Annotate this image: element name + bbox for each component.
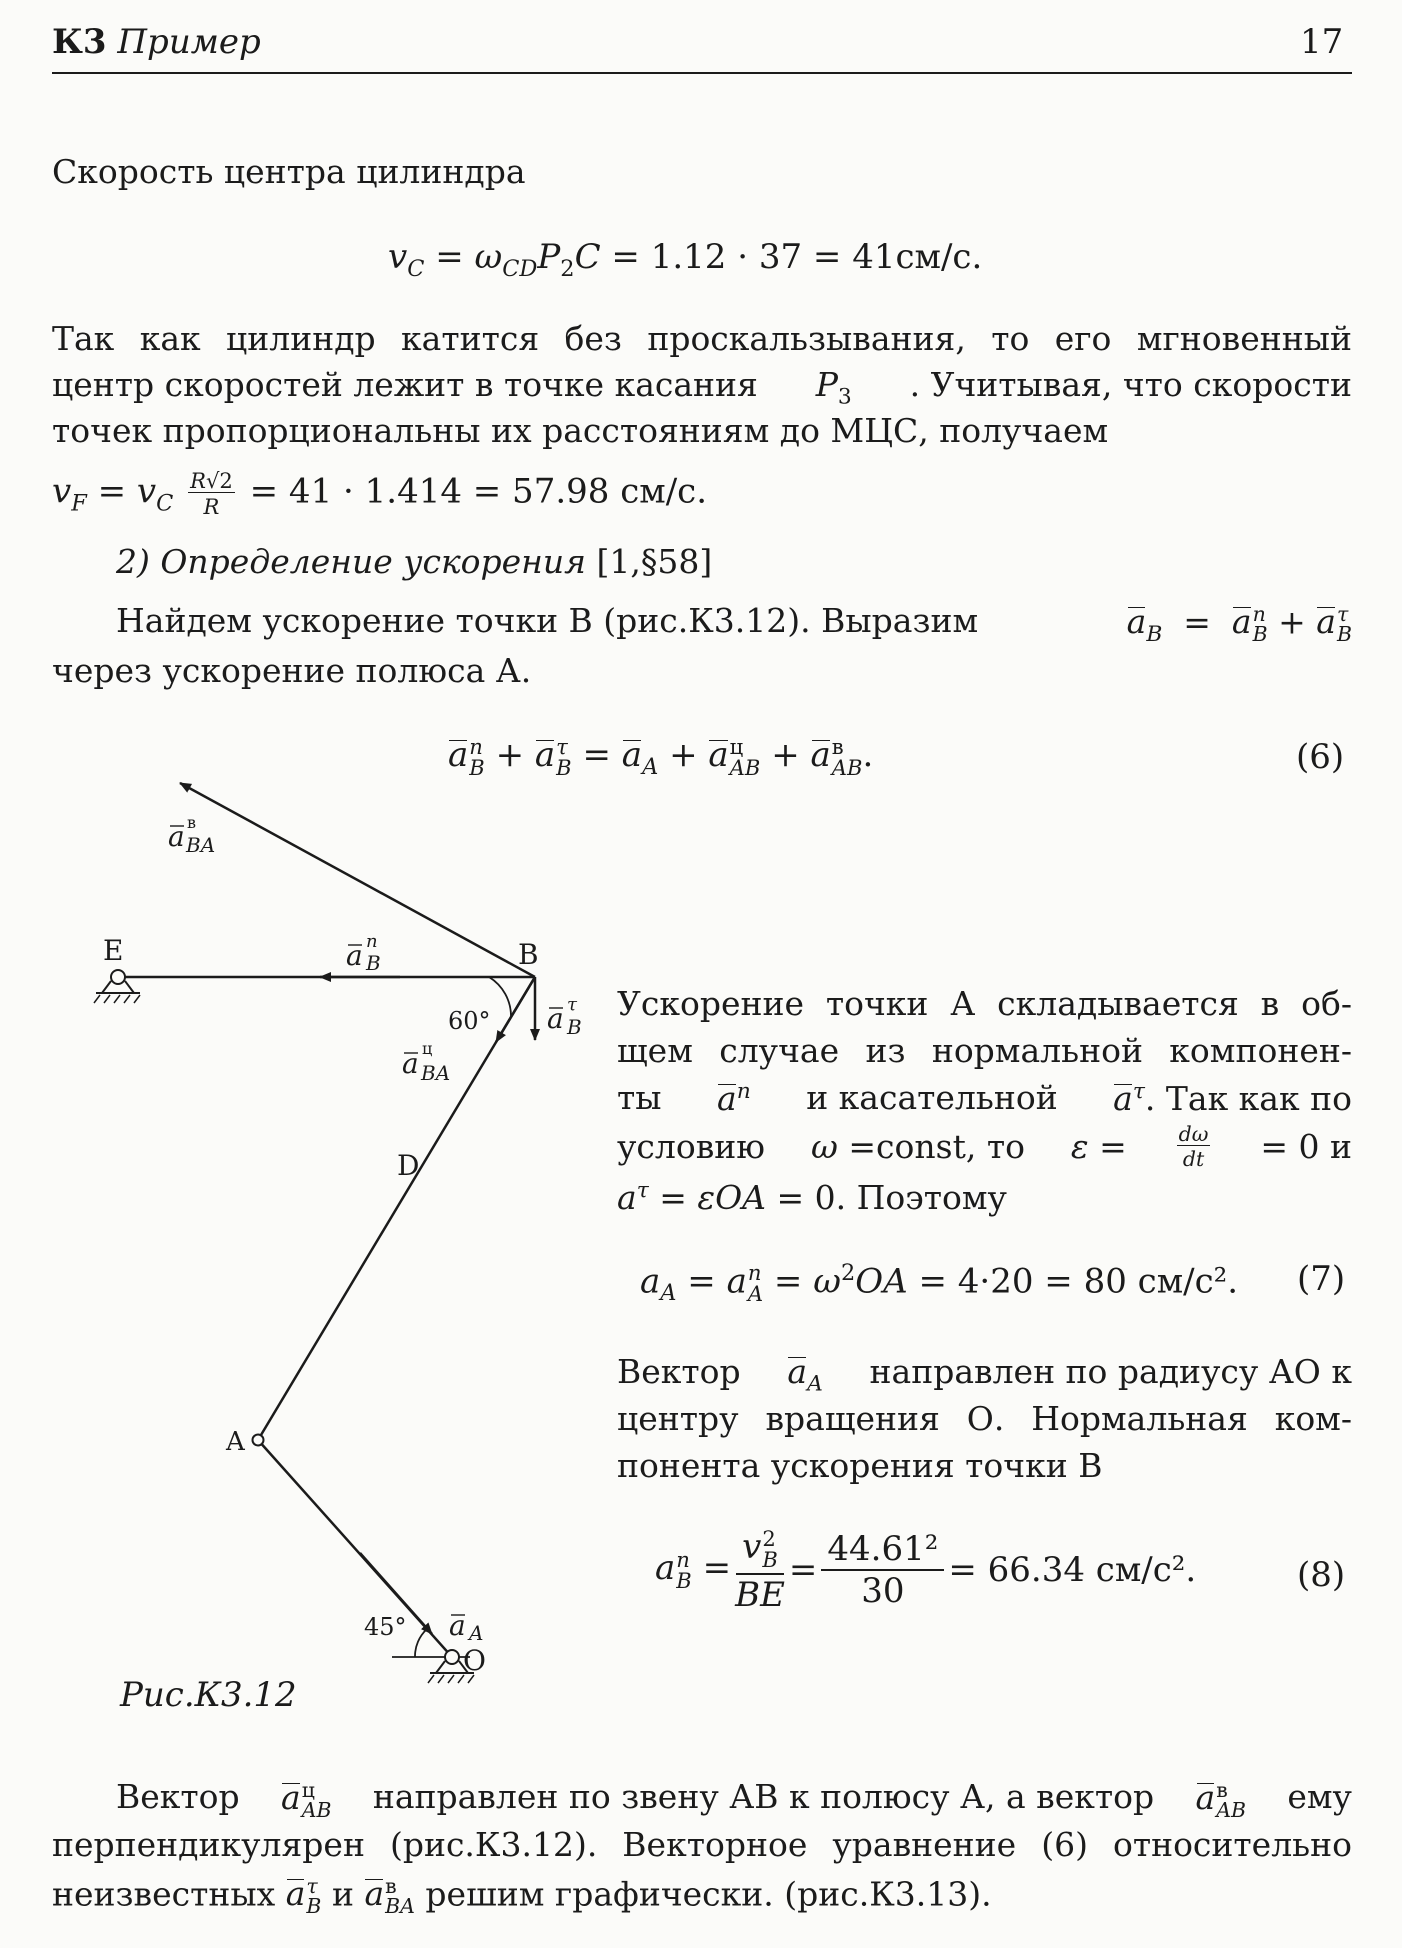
svg-text:a: a	[402, 1047, 419, 1080]
paragraph-roll-line-2b: . Учитывая, что скорости	[909, 365, 1352, 404]
symbol-a-b-tau: a τ B	[285, 1874, 322, 1919]
label-b: B	[518, 938, 539, 971]
equation-vc-tail: = 1.12 · 37 = 41см/с.	[611, 237, 983, 277]
section-heading-acceleration	[116, 542, 713, 581]
paragraph-roll-line-1: Так как цилиндр катится без проскальзывания, то его мгновенный	[52, 319, 1352, 358]
label-a: A	[226, 1427, 245, 1457]
header-rule	[52, 72, 1352, 74]
equation-8-tail: = 66.34 см/с².	[948, 1550, 1197, 1591]
symbol-a-n: $a^n$	[717, 1079, 751, 1118]
paragraph-accel-a-line-4	[617, 1124, 1352, 1170]
label-vector-a-b-n	[346, 931, 381, 975]
symbol-a-ab-v: a в AB	[1195, 1778, 1246, 1823]
paragraph-accel-a-line-3	[617, 1078, 1352, 1118]
paragraph-vector-ab-line-3a: неизвестных	[52, 1874, 276, 1914]
equation-vf: $v_F = v_C$ $\frac{R√2}{R}$ = 41 · 1.414 = 57.98 см/с.	[52, 468, 707, 520]
svg-text:a: a	[547, 1002, 564, 1035]
paragraph-accel-a-line-5: $a^\tau = \varepsilon OA = 0$. Поэтому	[617, 1178, 1007, 1217]
equation-6: a n B + a τ B = $a_A + a$ ц AB + a в AB .	[448, 734, 874, 781]
support-e-hatch	[94, 995, 140, 1003]
paragraph-accel-a-line-3b: и касательной	[806, 1078, 1058, 1117]
svg-text:a: a	[168, 820, 185, 853]
paragraph-vector-ab-line-2: перпендикулярен (рис.К3.12). Векторное уравнение (6) относительно	[52, 1825, 1352, 1864]
label-vector-a-b-tau	[547, 994, 582, 1039]
equation-7: $a_A = a$ n A = $\omega^2OA = 4\cdot 20 = 80$ см/с².	[640, 1260, 1239, 1307]
paragraph-accel-b-line-1a: Найдем ускорение точки В (рис.К3.12). Выразим	[116, 601, 979, 640]
figure-k3-12	[0, 740, 620, 1740]
equation-6-number: (6)	[1296, 737, 1345, 777]
page-number: 17	[1300, 22, 1344, 62]
paragraph-vector-aa-line-1a: Вектор	[617, 1352, 741, 1391]
paragraph-vector-ab-line-3b: и	[331, 1874, 354, 1914]
fraction-numeric: $\frac{\text{44.61²}}{30}$	[821, 1532, 944, 1608]
label-vector-a-ba-ts	[402, 1039, 450, 1085]
figure-caption: Рис.К3.12	[120, 1675, 297, 1715]
svg-text:ц: ц	[422, 1039, 433, 1058]
running-header	[52, 22, 261, 62]
svg-text:BA: BA	[186, 833, 216, 857]
paragraph-vector-ab-line-1	[116, 1777, 1352, 1823]
paragraph-cylinder-speed: Скорость центра цилиндра	[52, 152, 526, 191]
paragraph-vector-ab-line-1c: ему	[1287, 1777, 1352, 1816]
fraction-domega-dt: $\frac{d\omega}{dt}$	[1178, 1122, 1209, 1172]
label-d: D	[397, 1149, 420, 1182]
paragraph-roll-line-2a: центр скоростей лежит в точке касания	[52, 365, 758, 404]
svg-text:τ: τ	[567, 994, 577, 1015]
paragraph-vector-aa-line-1b: направлен по радиусу АО к	[869, 1352, 1352, 1391]
symbol-a-ba-v: a в BA	[364, 1874, 415, 1919]
svg-text:BA: BA	[421, 1061, 451, 1085]
paragraph-vector-aa-line-1	[617, 1352, 1352, 1397]
symbol-a-tau: $a^\tau$. Так как по	[1113, 1079, 1352, 1118]
svg-text:n: n	[366, 931, 378, 952]
paragraph-accel-a-line-2: щем случае из нормальной компонен-	[617, 1031, 1352, 1070]
joint-a	[253, 1435, 264, 1446]
equation-8: a n B = v 2 B BE = $\frac{\text{44.61²}}{30}$ = 66.34 см/с².	[655, 1526, 1197, 1616]
paragraph-accel-a-line-1: Ускорение точки А складывается в об-	[617, 984, 1352, 1023]
equation-7-number: (7)	[1297, 1259, 1346, 1299]
equation-7-tail: = 4·20 = 80 см/с².	[918, 1261, 1239, 1302]
joint-o	[445, 1650, 459, 1664]
paragraph-vector-ab-line-1a: Вектор	[116, 1777, 240, 1816]
equation-vc: $v_C = \omega_{CD}P_2C = 1.12 \cdot 37 = 41см/с$.	[388, 237, 983, 282]
paragraph-accel-a-line-4c: = 0 и	[1260, 1127, 1352, 1167]
equation-ab-decomp: $a_B = a$ n B + a τ B	[1126, 602, 1352, 648]
paragraph-vector-aa-line-3: понента ускорения точки В	[617, 1446, 1103, 1485]
equation-vf-tail: = 41 · 1.414 = 57.98 см/с.	[249, 471, 707, 512]
link-ab	[258, 977, 535, 1440]
paragraph-accel-a-line-3a: ты	[617, 1078, 662, 1117]
label-vector-a-ba-v	[168, 813, 215, 857]
section-heading-text: 2) Определение ускорения	[116, 542, 587, 581]
section-subtitle: Пример	[117, 22, 261, 62]
symbol-a-a: $a_A$	[787, 1352, 823, 1397]
symbol-epsilon: ε =	[1070, 1127, 1127, 1167]
fraction-vb2-over-be: v 2 B BE	[735, 1526, 785, 1616]
svg-text:a: a	[449, 1609, 466, 1642]
svg-text:в: в	[187, 813, 197, 832]
paragraph-vector-ab-line-1b: направлен по звену АВ к полюсу А, а вектор	[372, 1777, 1155, 1816]
paragraph-accel-b-line-2: через ускорение полюса А.	[52, 651, 532, 690]
fraction-r-sqrt2-over-r: $\frac{R√2}{R}$	[190, 468, 233, 520]
angle-arc-o	[415, 1629, 427, 1657]
joint-e	[111, 970, 125, 984]
svg-text:B: B	[567, 1015, 582, 1039]
paragraph-roll-line-2	[52, 365, 1352, 410]
equation-8-number: (8)	[1297, 1555, 1346, 1595]
paragraph-accel-a-line-4a: условию	[617, 1127, 766, 1167]
label-vector-a-a	[449, 1609, 483, 1645]
section-code: К3	[52, 22, 107, 62]
label-e: E	[103, 934, 124, 967]
angle-arc-b	[489, 977, 511, 1017]
paragraph-vector-aa-line-2: центру вращения О. Нормальная ком-	[617, 1399, 1352, 1438]
paragraph-vector-ab-line-3c: решим графически. (рис.К3.13).	[425, 1874, 992, 1914]
contact-point-symbol: $P_3$	[815, 365, 852, 410]
section-heading-ref: [1,§58]	[596, 542, 713, 581]
paragraph-vector-ab-line-3	[52, 1876, 992, 1917]
svg-text:a: a	[346, 939, 363, 972]
symbol-omega-const: ω =const, то	[810, 1127, 1025, 1167]
symbol-a-ab-ts: a ц AB	[281, 1778, 332, 1823]
svg-text:B: B	[366, 951, 381, 975]
svg-text:A: A	[469, 1621, 484, 1645]
paragraph-accel-b-line-1	[116, 601, 1352, 648]
vector-a-ba-ts	[496, 977, 535, 1042]
label-angle-o: 45°	[364, 1613, 407, 1641]
label-angle-b: 60°	[448, 1007, 491, 1035]
paragraph-accel-a-line-5b: = 0. Поэтому	[776, 1178, 1007, 1217]
paragraph-roll-line-3: точек пропорциональны их расстояниям до МЦС, получаем	[52, 411, 1109, 450]
label-o: O	[463, 1644, 486, 1677]
